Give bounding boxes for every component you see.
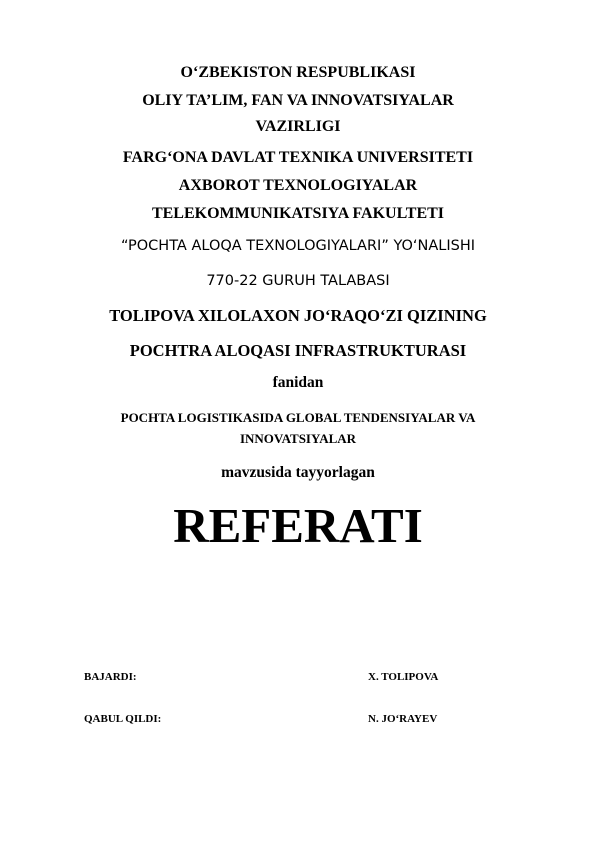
topic-suffix: mavzusida tayyorlagan	[221, 464, 375, 481]
faculty-name: AXBOROT TEXNOLOGIYALAR	[178, 177, 418, 194]
subject-suffix: fanidan	[272, 374, 324, 391]
subject-name: POCHTRA ALOQASI INFRASTRUKTURASI	[129, 341, 467, 360]
signature-name-reviewer: N. JO‘RAYEV	[368, 713, 438, 725]
university-name: FARG‘ONA DAVLAT TEXNIKA UNIVERSITETI	[122, 149, 474, 166]
ministry-country: O‘ZBEKISTON RESPUBLIKASI	[180, 64, 416, 81]
document-type-title: REFERATI	[173, 498, 423, 553]
ministry-name-cont: VAZIRLIGI	[255, 118, 341, 135]
program-title: “POCHTA ALOQA TEXNOLOGIYALARI” YO‘NALISHI	[120, 238, 476, 254]
signature-label-reviewer: QABUL QILDI:	[84, 713, 162, 725]
student-name: TOLIPOVA XILOLAXON JO‘RAQO‘ZI QIZINING	[109, 306, 487, 325]
group-label: 770-22 GURUH TALABASI	[206, 273, 390, 289]
topic-title-cont: INNOVATSIYALAR	[239, 431, 357, 446]
ministry-name: OLIY TA’LIM, FAN VA INNOVATSIYALAR	[142, 92, 454, 109]
faculty-name-cont: TELEKOMMUNIKATSIYA FAKULTETI	[151, 205, 445, 222]
topic-title: POCHTA LOGISTIKASIDA GLOBAL TENDENSIYALAR VA	[120, 410, 476, 425]
signature-name-performer: X. TOLIPOVA	[368, 671, 439, 683]
signature-label-performer: BAJARDI:	[84, 671, 137, 683]
